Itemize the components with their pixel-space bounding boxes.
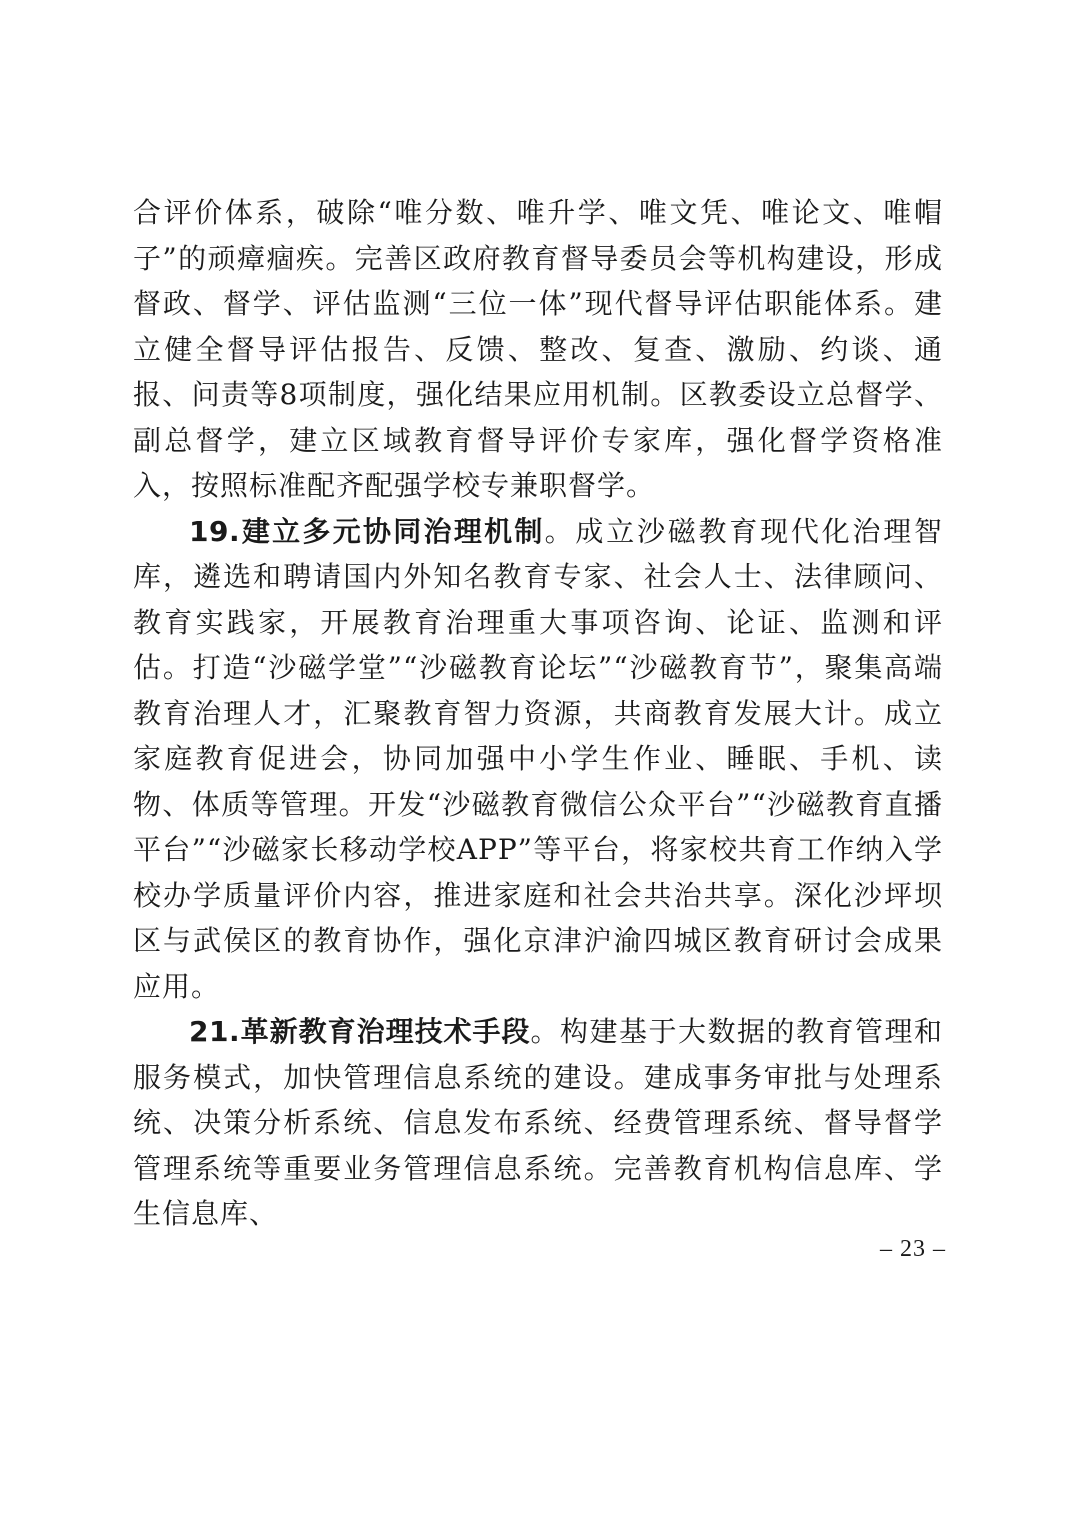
paragraph-heading: 19.建立多元协同治理机制 <box>189 514 545 548</box>
paragraph-21 <box>133 1009 943 1237</box>
paragraph-19 <box>133 509 943 1010</box>
paragraph-text: 。构建基于大数据的教育管理和服务模式，加快管理信息系统的建设。建成事务审批与处理系统、决策分析系统、信息发布系统、经费管理系统、督导督学管理系统等重要业务管理信息系统。完善教育机构信息库、学生信息库、 <box>133 1015 943 1230</box>
paragraph-text: 合评价体系，破除“唯分数、唯升学、唯文凭、唯论文、唯帽子”的顽瘴痼疾。完善区政府教育督导委员会等机构建设，形成督政、督学、评估监测“三位一体”现代督导评估职能体系。建立健全督导评估报告、反馈、整改、复查、激励、约谈、通报、问责等8项制度，强化结果应用机制。区教委设立总督学、副总督学，建立区域教育督导评价专家库，强化督学资格准入，按照标准配齐配强学校专兼职督学。 <box>133 196 943 502</box>
page-number: – 23 – <box>880 1236 946 1262</box>
paragraph-text: 。成立沙磁教育现代化治理智库，遴选和聘请国内外知名教育专家、社会人士、法律顾问、教育实践家，开展教育治理重大事项咨询、论证、监测和评估。打造“沙磁学堂”“沙磁教育论坛”“沙磁教育节”，聚集高端教育治理人才，汇聚教育智力资源，共商教育发展大计。成立家庭教育促进会，协同加强中小学生作业、睡眠、手机、读物、体质等管理。开发“沙磁教育微信公众平台”“沙磁教育直播平台”“沙磁家长移动学校APP”等平台，将家校共育工作纳入学校办学质量评价内容，推进家庭和社会共治共享。深化沙坪坝区与武侯区的教育协作，强化京津沪渝四城区教育研讨会成果应用。 <box>133 514 943 1003</box>
paragraph-continuation <box>133 190 943 509</box>
paragraph-heading: 21.革新教育治理技术手段 <box>189 1015 531 1048</box>
document-body <box>133 190 943 1237</box>
